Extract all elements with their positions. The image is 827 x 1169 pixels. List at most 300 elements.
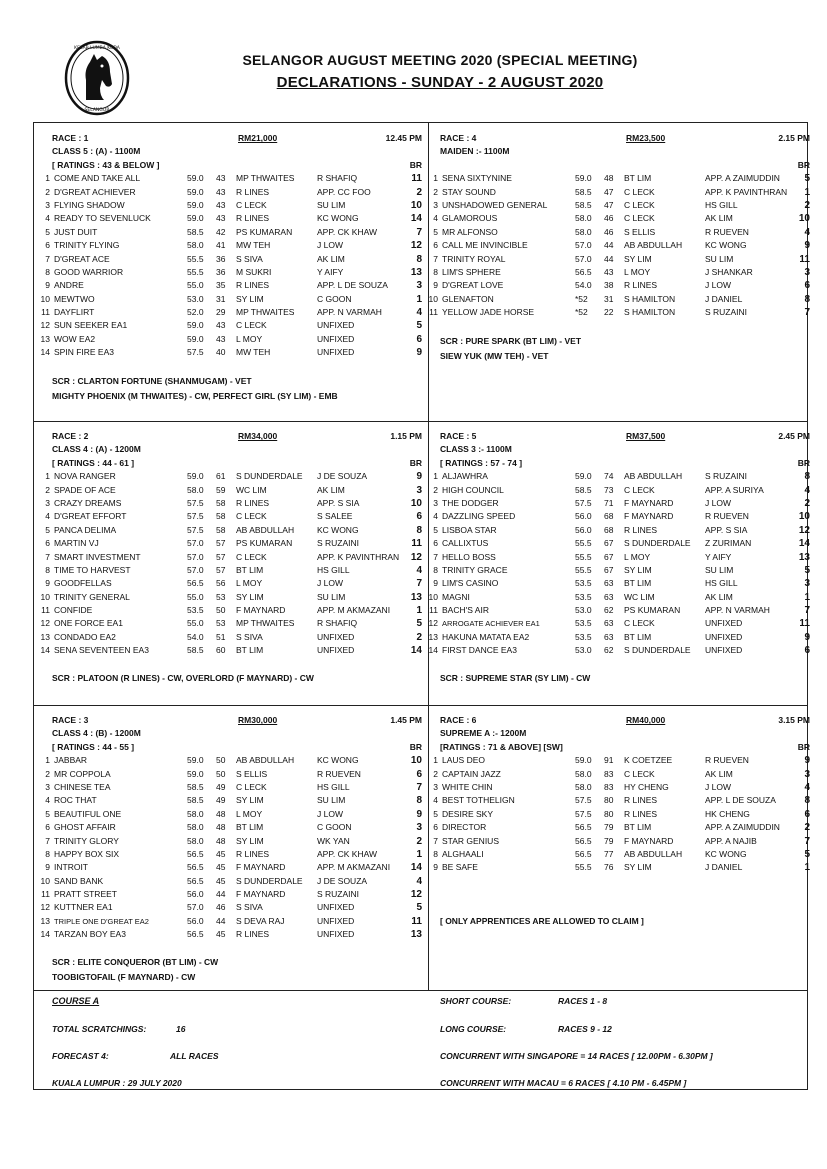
barrier: 8 bbox=[416, 795, 422, 807]
rating: 61 bbox=[216, 471, 226, 482]
forecast-value: ALL RACES bbox=[170, 1051, 219, 1061]
barrier: 10 bbox=[410, 199, 422, 211]
weight: 58.0 bbox=[575, 213, 592, 224]
race-prize: RM21,000 bbox=[238, 133, 278, 143]
jockey: J LOW bbox=[317, 240, 343, 251]
jockey: APP. M AKMAZANI bbox=[317, 605, 391, 616]
barrier: 10 bbox=[798, 511, 810, 523]
horse-name: GLAMOROUS bbox=[442, 213, 498, 224]
rating: 45 bbox=[216, 848, 226, 859]
trainer: C LECK bbox=[236, 320, 267, 331]
horse-number: 4 bbox=[45, 213, 50, 224]
entry-row bbox=[428, 617, 810, 630]
entry-row bbox=[429, 306, 810, 319]
barrier: 8 bbox=[804, 471, 810, 483]
weight: 58.5 bbox=[187, 781, 204, 792]
weight: 53.5 bbox=[575, 591, 592, 602]
horse-number: 6 bbox=[45, 240, 50, 251]
horse-name: DAZZLING SPEED bbox=[442, 511, 516, 522]
jockey: SU LIM bbox=[705, 564, 734, 575]
horse-name: YELLOW JADE HORSE bbox=[442, 307, 535, 318]
rating: 44 bbox=[216, 915, 226, 926]
trainer: AB ABDULLAH bbox=[624, 471, 683, 482]
trainer: S SIVA bbox=[236, 902, 263, 913]
barrier: 7 bbox=[416, 781, 422, 793]
rating: 63 bbox=[604, 578, 614, 589]
trainer: BT LIM bbox=[624, 822, 652, 833]
horse-number: 5 bbox=[433, 524, 438, 535]
rating: 58 bbox=[216, 497, 226, 508]
horse-name: CALLIXTUS bbox=[442, 538, 489, 549]
trainer: S SIVA bbox=[236, 631, 263, 642]
barrier: 2 bbox=[416, 835, 422, 847]
horse-name: LIM'S CASINO bbox=[442, 578, 499, 589]
horse-name: SMART INVESTMENT bbox=[54, 551, 141, 562]
jockey: APP. L DE SOUZA bbox=[705, 795, 776, 806]
horse-name: LIM'S SPHERE bbox=[442, 266, 501, 277]
race-class: CLASS 4 : (A) - 1200M bbox=[52, 444, 141, 455]
barrier: 8 bbox=[416, 253, 422, 265]
weight: 53.0 bbox=[575, 645, 592, 656]
scratchings-note bbox=[52, 374, 338, 404]
entry-row bbox=[40, 901, 422, 914]
weight: 59.0 bbox=[187, 333, 204, 344]
barrier: 9 bbox=[804, 631, 810, 643]
horse-name: CHINESE TEA bbox=[54, 781, 111, 792]
horse-number: 11 bbox=[41, 307, 50, 318]
barrier: 1 bbox=[416, 605, 422, 617]
barrier: 4 bbox=[804, 781, 810, 793]
rating: 71 bbox=[604, 497, 614, 508]
horse-number: 12 bbox=[40, 320, 50, 331]
rating: 53 bbox=[216, 591, 226, 602]
weight: 58.0 bbox=[575, 226, 592, 237]
jockey: AK LIM bbox=[705, 768, 733, 779]
jockey: HS GILL bbox=[317, 781, 350, 792]
scratchings-note bbox=[440, 334, 581, 364]
horse-number: 12 bbox=[428, 618, 438, 629]
horse-name: LAUS DEO bbox=[442, 755, 485, 766]
entry-row bbox=[433, 781, 810, 794]
barrier: 8 bbox=[416, 524, 422, 536]
trainer: C LECK bbox=[624, 199, 655, 210]
horse-number: 6 bbox=[45, 538, 50, 549]
horse-name: TRINITY GLORY bbox=[54, 835, 119, 846]
entry-row bbox=[45, 794, 422, 807]
barrier: 1 bbox=[804, 186, 810, 198]
horse-number: 1 bbox=[45, 471, 50, 482]
weight: 55.5 bbox=[187, 266, 204, 277]
horse-number: 11 bbox=[429, 307, 438, 318]
rating: 29 bbox=[216, 307, 226, 318]
jockey: UNFIXED bbox=[317, 902, 355, 913]
jockey: AK LIM bbox=[317, 253, 345, 264]
horse-number: 8 bbox=[45, 848, 50, 859]
horse-name: HELLO BOSS bbox=[442, 551, 496, 562]
horse-number: 5 bbox=[433, 808, 438, 819]
long-course-label: LONG COURSE: bbox=[440, 1024, 507, 1034]
jockey: R RUEVEN bbox=[705, 755, 749, 766]
trainer: F MAYNARD bbox=[236, 889, 286, 900]
rating: 83 bbox=[604, 781, 614, 792]
rating: 22 bbox=[604, 307, 614, 318]
race-prize: RM37,500 bbox=[626, 431, 666, 441]
horse-number: 4 bbox=[433, 795, 438, 806]
weight: 59.0 bbox=[187, 320, 204, 331]
jockey: APP. A SURIYA bbox=[705, 484, 764, 495]
rating: 59 bbox=[216, 484, 226, 495]
rating: 43 bbox=[216, 333, 226, 344]
entry-row bbox=[45, 835, 422, 848]
jockey: KC WONG bbox=[317, 213, 359, 224]
weight: 54.0 bbox=[187, 631, 204, 642]
jockey: R RUEVEN bbox=[705, 226, 749, 237]
trainer: S DUNDERDALE bbox=[624, 645, 691, 656]
horse-number: 5 bbox=[45, 808, 50, 819]
horse-name: D'GREAT LOVE bbox=[442, 280, 504, 291]
jockey: S RUZAINI bbox=[317, 538, 360, 549]
jockey: J LOW bbox=[317, 578, 343, 589]
horse-number: 6 bbox=[45, 822, 50, 833]
rating: 62 bbox=[604, 605, 614, 616]
rating: 44 bbox=[216, 889, 226, 900]
weight: 56.5 bbox=[187, 929, 204, 940]
trainer: M SUKRI bbox=[236, 266, 272, 277]
weight: 58.5 bbox=[575, 199, 592, 210]
jockey: HS GILL bbox=[705, 199, 738, 210]
rating: 43 bbox=[216, 213, 226, 224]
trainer: BT LIM bbox=[236, 822, 264, 833]
race-class: SUPREME A :- 1200M bbox=[440, 728, 527, 739]
horse-number: 13 bbox=[40, 333, 50, 344]
barrier: 4 bbox=[416, 307, 422, 319]
trainer: MW TEH bbox=[236, 347, 271, 358]
horse-number: 2 bbox=[45, 186, 50, 197]
horse-number: 11 bbox=[41, 889, 50, 900]
horse-name: ONE FORCE EA1 bbox=[54, 618, 123, 629]
horse-name: ALGHAALI bbox=[442, 848, 484, 859]
horse-name: TRINITY FLYING bbox=[54, 240, 120, 251]
race-time: 12.45 PM bbox=[385, 133, 422, 143]
weight: 57.5 bbox=[187, 524, 204, 535]
horse-number: 9 bbox=[433, 578, 438, 589]
trainer: PS KUMARAN bbox=[624, 605, 681, 616]
horse-number: 8 bbox=[433, 266, 438, 277]
race-ratings: [ RATINGS : 44 - 55 ] bbox=[52, 741, 135, 752]
jockey: KC WONG bbox=[317, 755, 359, 766]
weight: 59.0 bbox=[575, 173, 592, 184]
barrier: 4 bbox=[804, 484, 810, 496]
horse-name: READY TO SEVENLUCK bbox=[54, 213, 151, 224]
jockey: AK LIM bbox=[705, 591, 733, 602]
weight: 59.0 bbox=[187, 755, 204, 766]
entry-row bbox=[428, 644, 810, 657]
svg-text:SELANGOR: SELANGOR bbox=[84, 108, 110, 113]
weight: 56.5 bbox=[187, 848, 204, 859]
rating: 63 bbox=[604, 618, 614, 629]
entry-row bbox=[433, 212, 810, 225]
weight: 53.5 bbox=[575, 578, 592, 589]
weight: 56.5 bbox=[575, 266, 592, 277]
horse-number: 14 bbox=[40, 347, 50, 358]
race-class: CLASS 4 : (B) - 1200M bbox=[52, 728, 141, 739]
trainer: MW TEH bbox=[236, 240, 271, 251]
horse-number: 5 bbox=[45, 226, 50, 237]
horse-name: TRIPLE ONE D'GREAT EA2 bbox=[54, 916, 149, 926]
rating: 40 bbox=[216, 347, 226, 358]
jockey: C GOON bbox=[317, 822, 352, 833]
entry-row bbox=[41, 604, 422, 617]
scratchings-note bbox=[440, 914, 644, 929]
barrier: 3 bbox=[804, 266, 810, 278]
entry-row bbox=[40, 333, 422, 346]
jockey: J DE SOUZA bbox=[317, 471, 368, 482]
horse-number: 10 bbox=[428, 591, 438, 602]
barrier: 10 bbox=[798, 213, 810, 225]
trainer: AB ABDULLAH bbox=[236, 524, 295, 535]
horse-number: 2 bbox=[433, 186, 438, 197]
barrier: 3 bbox=[804, 768, 810, 780]
jockey: J DANIEL bbox=[705, 862, 743, 873]
trainer: MP THWAITES bbox=[236, 173, 295, 184]
jockey: J LOW bbox=[317, 808, 343, 819]
concurrent-singapore: CONCURRENT WITH SINGAPORE = 14 RACES [ 12.00PM - 6.30PM ] bbox=[440, 1051, 713, 1061]
horse-name: CAPTAIN JAZZ bbox=[442, 768, 501, 779]
trainer: SY LIM bbox=[624, 862, 652, 873]
rating: 46 bbox=[216, 902, 226, 913]
weight: 56.5 bbox=[187, 875, 204, 886]
barrier-header: BR bbox=[409, 457, 422, 468]
trainer: R LINES bbox=[236, 213, 270, 224]
rating: 36 bbox=[216, 253, 226, 264]
barrier: 3 bbox=[416, 822, 422, 834]
jockey: SU LIM bbox=[317, 591, 346, 602]
horse-name: D'GREAT ACHIEVER bbox=[54, 186, 136, 197]
rating: 77 bbox=[604, 848, 614, 859]
horse-number: 12 bbox=[40, 618, 50, 629]
trainer: C LECK bbox=[624, 213, 655, 224]
rating: 43 bbox=[604, 266, 614, 277]
entry-row bbox=[40, 928, 422, 941]
horse-number: 6 bbox=[433, 240, 438, 251]
jockey: J DANIEL bbox=[705, 293, 743, 304]
rating: 74 bbox=[604, 471, 614, 482]
horse-name: CRAZY DREAMS bbox=[54, 497, 122, 508]
horse-name: PANCA DELIMA bbox=[54, 524, 117, 535]
trainer: C LECK bbox=[236, 511, 267, 522]
horse-number: 6 bbox=[433, 538, 438, 549]
barrier: 6 bbox=[804, 808, 810, 820]
entry-row bbox=[45, 199, 422, 212]
weight: 58.0 bbox=[187, 835, 204, 846]
rating: 91 bbox=[604, 755, 614, 766]
rating: 44 bbox=[604, 240, 614, 251]
jockey: APP. CK KHAW bbox=[317, 848, 377, 859]
horse-number: 2 bbox=[433, 768, 438, 779]
trainer: WC LIM bbox=[624, 591, 655, 602]
entry-row bbox=[45, 821, 422, 834]
trainer: SY LIM bbox=[236, 293, 264, 304]
trainer: F MAYNARD bbox=[624, 511, 674, 522]
jockey: APP. S SIA bbox=[705, 524, 748, 535]
entry-row bbox=[428, 631, 810, 644]
rating: 58 bbox=[216, 511, 226, 522]
jockey: J LOW bbox=[705, 280, 731, 291]
weight: 52.0 bbox=[187, 307, 204, 318]
rating: 48 bbox=[216, 808, 226, 819]
barrier-header: BR bbox=[797, 457, 810, 468]
horse-number: 1 bbox=[433, 173, 438, 184]
entry-row bbox=[45, 768, 422, 781]
barrier: 1 bbox=[416, 848, 422, 860]
entry-row bbox=[433, 564, 810, 577]
horse-name: CONDADO EA2 bbox=[54, 631, 116, 642]
entry-row bbox=[40, 915, 422, 928]
trainer: R LINES bbox=[624, 280, 658, 291]
horse-name: SPADE OF ACE bbox=[54, 484, 116, 495]
trainer: AB ABDULLAH bbox=[236, 755, 295, 766]
document-subtitle: DECLARATIONS - SUNDAY - 2 AUGUST 2020 bbox=[276, 74, 604, 91]
weight: 57.5 bbox=[575, 795, 592, 806]
horse-number: 3 bbox=[433, 497, 438, 508]
trainer: F MAYNARD bbox=[236, 605, 286, 616]
scratching-line: TOOBIGTOFAIL (F MAYNARD) - CW bbox=[52, 972, 196, 982]
race-class: MAIDEN :- 1100M bbox=[440, 146, 510, 157]
entry-row bbox=[433, 524, 810, 537]
weight: 58.0 bbox=[187, 484, 204, 495]
weight: 57.5 bbox=[187, 511, 204, 522]
jockey: S RUZAINI bbox=[705, 471, 748, 482]
trainer: F MAYNARD bbox=[236, 862, 286, 873]
trainer: C LECK bbox=[236, 551, 267, 562]
rating: 62 bbox=[604, 645, 614, 656]
horse-number: 13 bbox=[40, 915, 50, 926]
trainer: MP THWAITES bbox=[236, 307, 295, 318]
trainer: S HAMILTON bbox=[624, 307, 676, 318]
jockey: APP. CC FOO bbox=[317, 186, 371, 197]
horse-name: GOODFELLAS bbox=[54, 578, 112, 589]
entry-row bbox=[433, 470, 810, 483]
horse-number: 4 bbox=[433, 213, 438, 224]
jockey: APP. CK KHAW bbox=[317, 226, 377, 237]
jockey: KC WONG bbox=[705, 848, 747, 859]
horse-name: GLENAFTON bbox=[442, 293, 494, 304]
trainer: S DEVA RAJ bbox=[236, 915, 285, 926]
weight: 58.5 bbox=[575, 484, 592, 495]
trainer: PS KUMARAN bbox=[236, 538, 293, 549]
entry-row bbox=[433, 484, 810, 497]
barrier: 12 bbox=[410, 240, 422, 252]
jockey: APP. A ZAIMUDDIN bbox=[705, 173, 780, 184]
horse-number: 7 bbox=[433, 253, 438, 264]
horse-name: STAY SOUND bbox=[442, 186, 496, 197]
horse-name: MR COPPOLA bbox=[54, 768, 111, 779]
entry-row bbox=[45, 551, 422, 564]
entry-row bbox=[433, 537, 810, 550]
entry-row bbox=[45, 510, 422, 523]
barrier: 5 bbox=[416, 902, 422, 914]
barrier: 5 bbox=[416, 320, 422, 332]
trainer: R LINES bbox=[236, 280, 270, 291]
weight: 59.0 bbox=[187, 213, 204, 224]
trainer: SY LIM bbox=[236, 591, 264, 602]
entry-row bbox=[45, 212, 422, 225]
weight: *52 bbox=[575, 293, 588, 304]
horse-name: MARTIN VJ bbox=[54, 538, 99, 549]
entry-row bbox=[45, 279, 422, 292]
entry-row bbox=[45, 253, 422, 266]
weight: 55.0 bbox=[187, 280, 204, 291]
race-block bbox=[433, 714, 810, 875]
rating: 48 bbox=[216, 822, 226, 833]
race-prize: RM23,500 bbox=[626, 133, 666, 143]
horse-number: 7 bbox=[433, 551, 438, 562]
entry-row bbox=[45, 848, 422, 861]
trainer: WC LIM bbox=[236, 484, 267, 495]
race-block bbox=[40, 132, 422, 360]
barrier: 1 bbox=[804, 591, 810, 603]
horse-name: CONFIDE bbox=[54, 605, 93, 616]
trainer: SY LIM bbox=[624, 253, 652, 264]
weight: 55.5 bbox=[575, 564, 592, 575]
entry-row bbox=[40, 346, 422, 359]
trainer: MP THWAITES bbox=[236, 618, 295, 629]
horse-number: 5 bbox=[433, 226, 438, 237]
horse-name: COME AND TAKE ALL bbox=[54, 173, 141, 184]
entry-row bbox=[433, 186, 810, 199]
rating: 31 bbox=[216, 293, 226, 304]
horse-name: ROC THAT bbox=[54, 795, 97, 806]
race-ratings: [RATINGS : 71 & ABOVE] [SW] bbox=[440, 741, 563, 752]
trainer: R LINES bbox=[624, 795, 658, 806]
trainer: BT LIM bbox=[624, 173, 652, 184]
trainer: S DUNDERDALE bbox=[236, 875, 303, 886]
barrier-header: BR bbox=[797, 159, 810, 170]
jockey: APP. A NAJIB bbox=[705, 835, 757, 846]
short-course-label: SHORT COURSE: bbox=[440, 996, 512, 1006]
rating: 50 bbox=[216, 768, 226, 779]
horse-number: 3 bbox=[433, 199, 438, 210]
entry-row bbox=[45, 186, 422, 199]
horse-name: WHITE CHIN bbox=[442, 781, 493, 792]
weight: 56.5 bbox=[187, 862, 204, 873]
race-time: 3.15 PM bbox=[778, 715, 810, 725]
scratchings-note bbox=[440, 671, 590, 686]
rating: 47 bbox=[604, 186, 614, 197]
barrier: 6 bbox=[804, 280, 810, 292]
course-label: COURSE A bbox=[52, 996, 100, 1006]
entry-row bbox=[45, 808, 422, 821]
rating: 80 bbox=[604, 808, 614, 819]
horse-number: 2 bbox=[45, 484, 50, 495]
rating: 36 bbox=[216, 266, 226, 277]
horse-name: CALL ME INVINCIBLE bbox=[442, 240, 528, 251]
weight: 56.5 bbox=[575, 848, 592, 859]
horse-name: HAPPY BOX SIX bbox=[54, 848, 120, 859]
horse-name: INTROIT bbox=[54, 862, 88, 873]
rating: 67 bbox=[604, 538, 614, 549]
entry-row bbox=[40, 631, 422, 644]
scratching-line: SCR : ELITE CONQUEROR (BT LIM) - CW bbox=[52, 957, 219, 967]
horse-number: 3 bbox=[45, 781, 50, 792]
barrier: 8 bbox=[804, 795, 810, 807]
jockey: SU LIM bbox=[705, 253, 734, 264]
horse-name: THE DODGER bbox=[442, 497, 499, 508]
horse-name: ARROGATE ACHIEVER EA1 bbox=[442, 619, 540, 629]
divider bbox=[33, 990, 808, 991]
jockey: KC WONG bbox=[317, 524, 359, 535]
weight: *52 bbox=[575, 307, 588, 318]
